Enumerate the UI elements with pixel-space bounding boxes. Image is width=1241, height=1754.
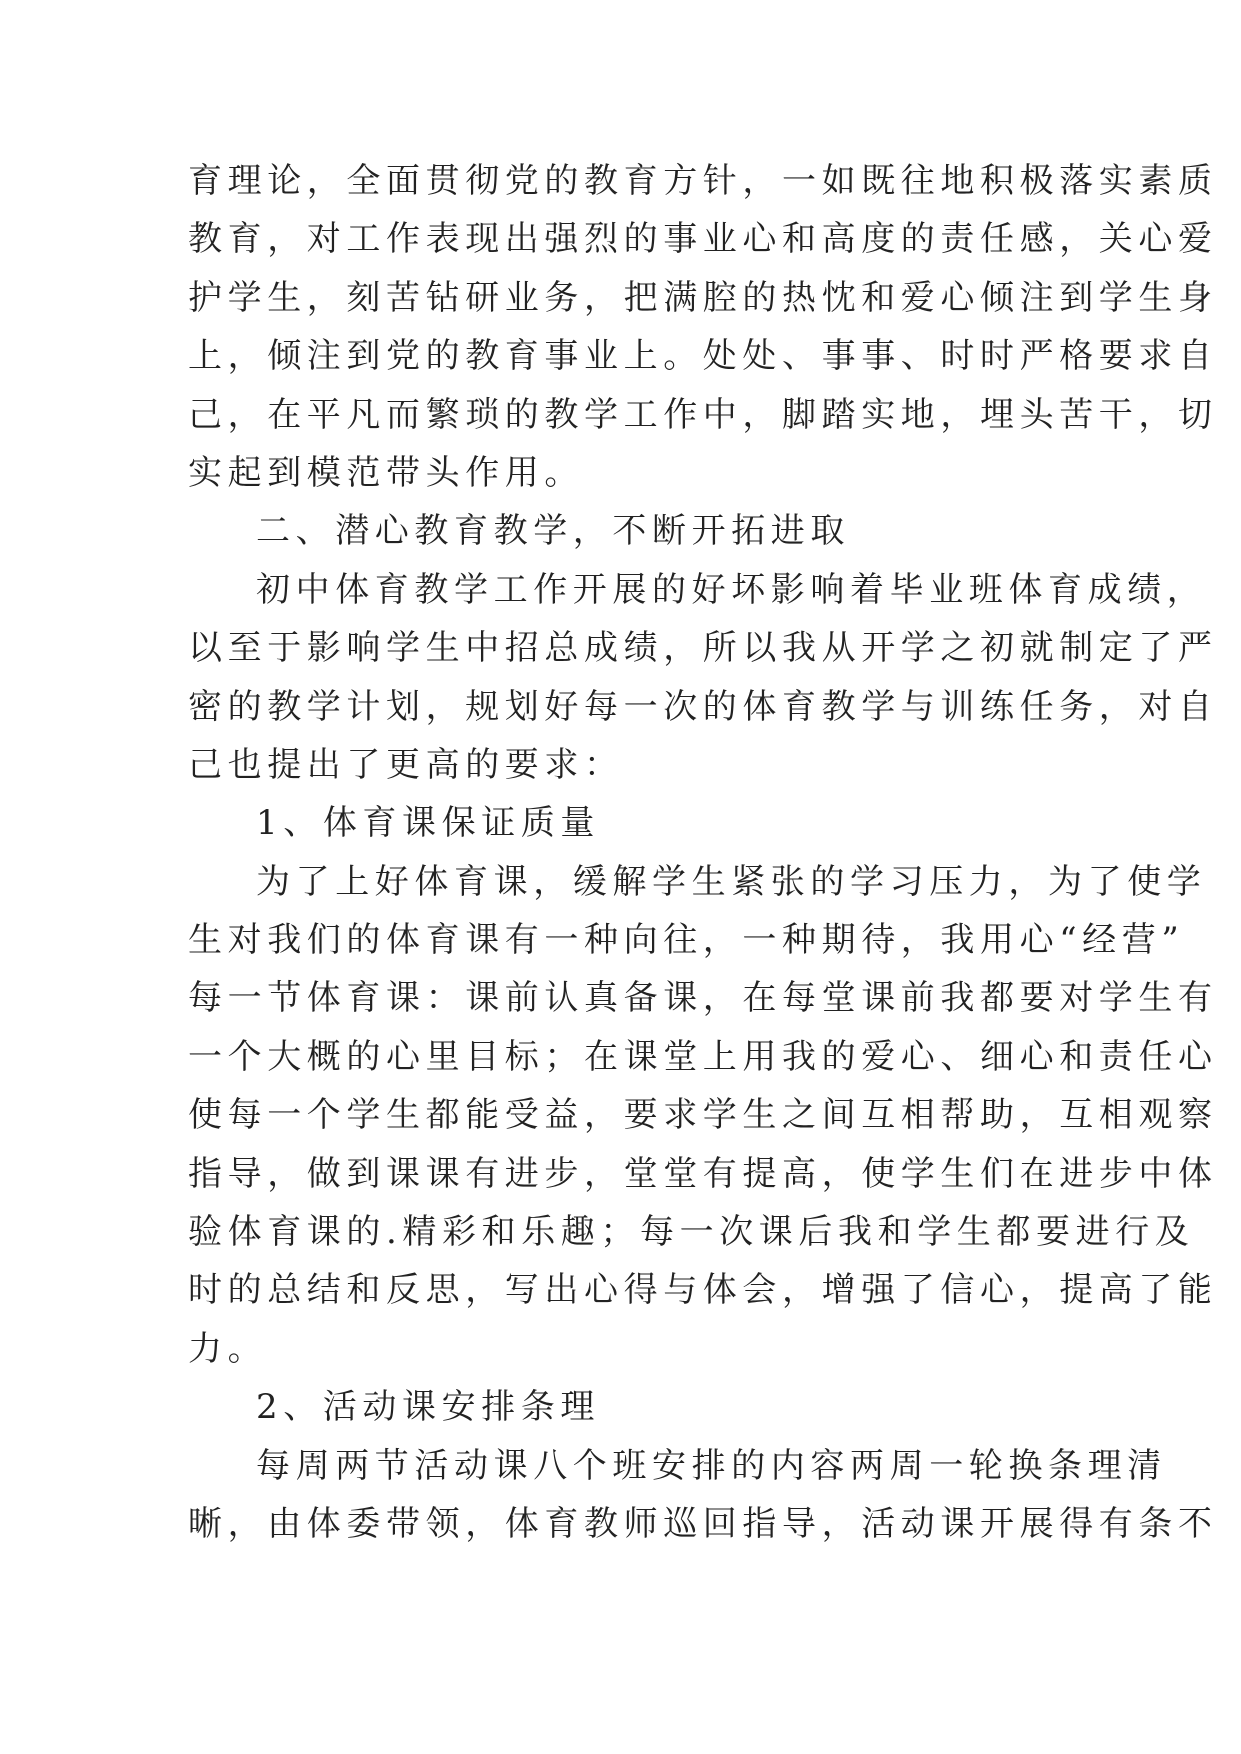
text-line: 以至于影响学生中招总成绩，所以我从开学之初就制定了严: [188, 628, 1218, 669]
text-line: 晰，由体委带领，体育教师巡回指导，活动课开展得有条不: [188, 1503, 1218, 1544]
text-line: 力。: [188, 1328, 268, 1369]
text-line: 每周两节活动课八个班安排的内容两周一轮换条理清: [256, 1445, 1167, 1486]
text-line: 实起到模范带头作用。: [188, 452, 584, 493]
text-line: 1、体育课保证质量: [256, 803, 601, 844]
text-line: 二、潜心教育教学，不断开拓进取: [256, 511, 850, 552]
document-body: [188, 152, 1218, 1553]
text-line: 每一节体育课：课前认真备课，在每堂课前我都要对学生有: [188, 978, 1218, 1019]
text-line: 验体育课的.精彩和乐趣；每一次课后我和学生都要进行及: [188, 1212, 1195, 1253]
text-line: 使每一个学生都能受益，要求学生之间互相帮助，互相观察: [188, 1095, 1218, 1136]
text-line: 育理论，全面贯彻党的教育方针，一如既往地积极落实素质: [188, 161, 1218, 201]
text-line: 2、活动课安排条理: [256, 1387, 601, 1428]
text-line: 时的总结和反思，写出心得与体会，增强了信心，提高了能: [188, 1270, 1218, 1311]
text-line: 一个大概的心里目标；在课堂上用我的爱心、细心和责任心: [188, 1036, 1218, 1077]
text-line: 己也提出了更高的要求：: [188, 744, 624, 785]
text-line: 生对我们的体育课有一种向往，一种期待，我用心“经营”: [188, 920, 1185, 961]
text-line: 密的教学计划，规划好每一次的体育教学与训练任务，对自: [188, 686, 1218, 727]
text-line: 教育，对工作表现出强烈的事业心和高度的责任感，关心爱: [188, 219, 1218, 260]
text-line: 为了上好体育课，缓解学生紧张的学习压力，为了使学: [256, 861, 1207, 902]
text-line: 初中体育教学工作开展的好坏影响着毕业班体育成绩，: [256, 569, 1207, 610]
text-line: 上，倾注到党的教育事业上。处处、事事、时时严格要求自: [188, 336, 1218, 377]
text-line: 己，在平凡而繁琐的教学工作中，脚踏实地，埋头苦干，切: [188, 394, 1218, 435]
text-line: 指导，做到课课有进步，堂堂有提高，使学生们在进步中体: [188, 1153, 1218, 1194]
text-line: 护学生，刻苦钻研业务，把满腔的热忱和爱心倾注到学生身: [188, 277, 1218, 318]
